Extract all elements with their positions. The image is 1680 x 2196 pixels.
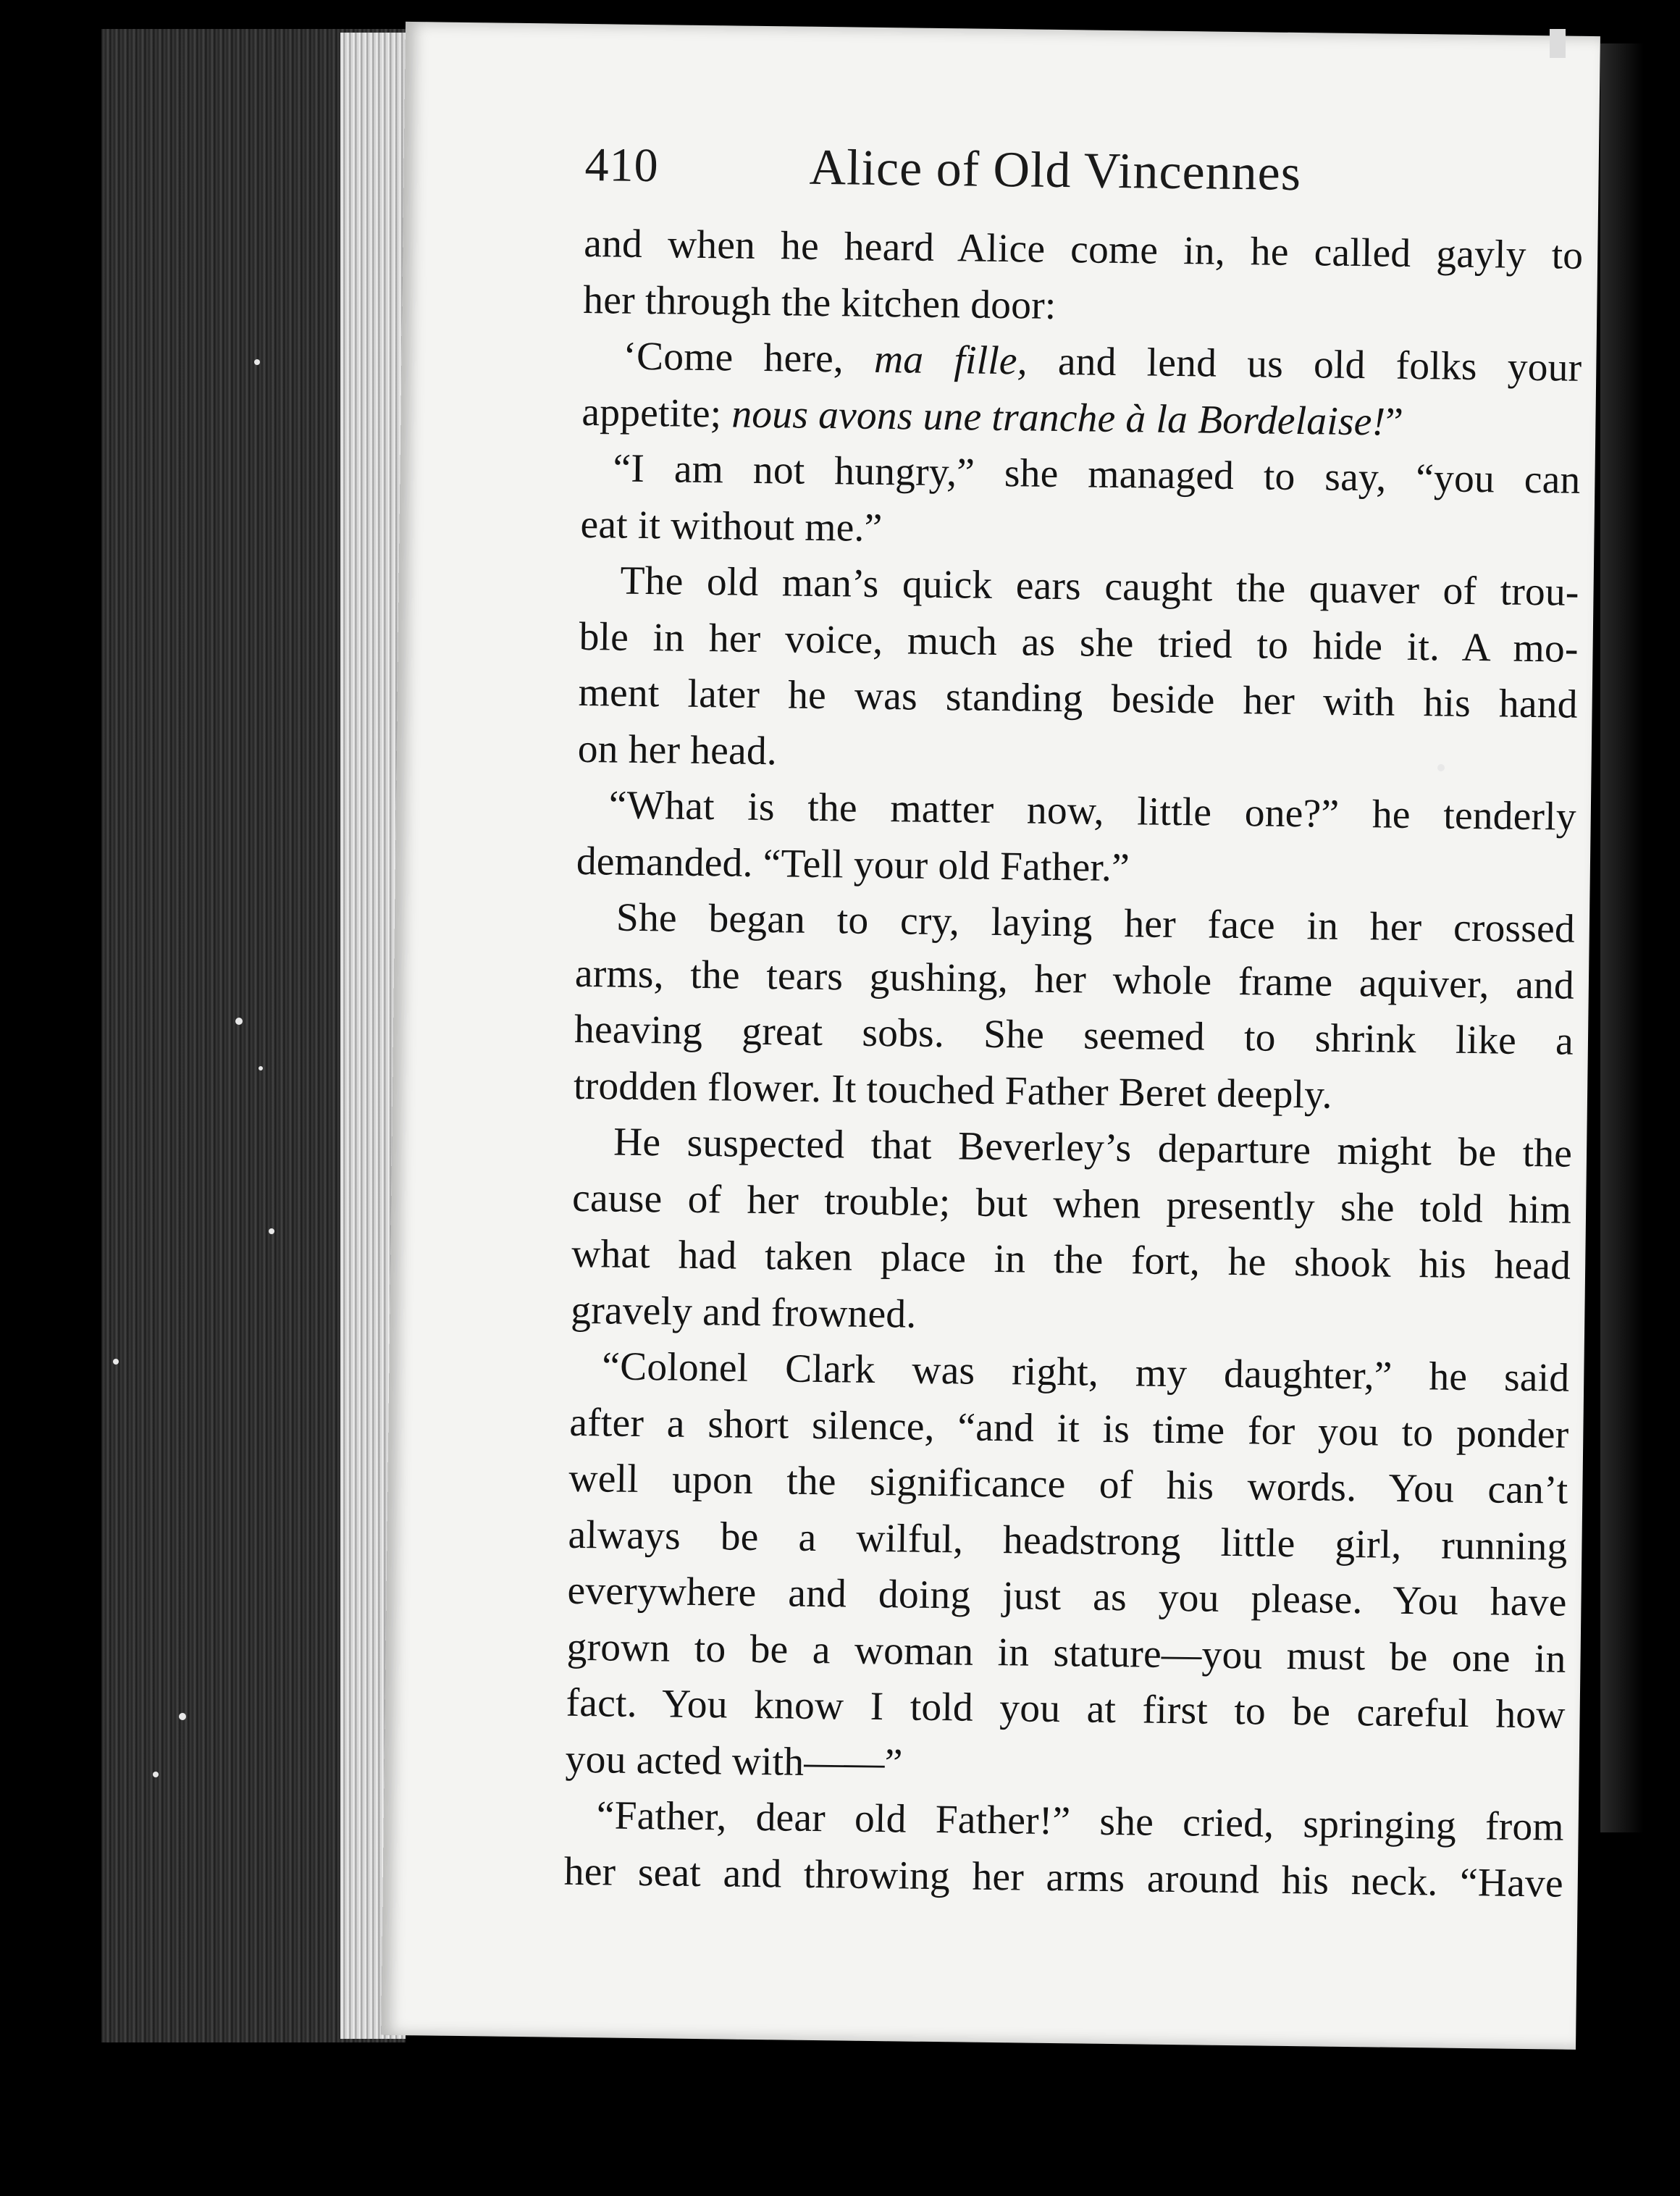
text-segment: heaving great sobs. She seemed to shrink like a	[574, 1007, 1574, 1064]
book-title: Alice of Old Vincennes	[809, 139, 1302, 202]
text-segment: arms, the tears gushing, her whole frame aquiver, and	[574, 951, 1575, 1008]
text-line	[563, 1843, 1563, 1911]
book-page	[381, 22, 1600, 2050]
text-segment: grown to be a woman in stature—you must be one in	[566, 1625, 1566, 1682]
body-text	[563, 216, 1583, 1912]
text-segment: cause of her trouble; but when presently she told him	[571, 1175, 1572, 1233]
text-segment: demanded. “Tell your old Father.”	[576, 839, 1130, 890]
text-segment: her through the kitchen door:	[583, 277, 1057, 328]
text-segment: He suspected that Beverley’s departure might be the	[613, 1120, 1573, 1176]
text-segment: gravely and frowned.	[570, 1288, 917, 1337]
text-segment: what had taken place in the fort, he shook his head	[571, 1231, 1571, 1288]
text-segment: fact. You know I told you at first to be careful how	[566, 1680, 1566, 1738]
text-segment: “I am not hungry,” she managed to say, “you can	[613, 446, 1581, 503]
text-segment: “Colonel Clark was right, my daughter,” he said	[602, 1344, 1570, 1401]
text-segment: She began to cry, laying her face in her crossed	[616, 895, 1576, 952]
text-segment: always be a wilful, headstrong little girl, running	[568, 1512, 1568, 1570]
text-segment: eat it without me.”	[580, 502, 883, 550]
text-segment: ‘Come here,	[623, 334, 875, 382]
text-segment: you acted with——”	[565, 1737, 903, 1785]
text-segment: appetite;	[581, 390, 732, 436]
binding-shadow	[1600, 43, 1644, 1832]
text-segment: her seat and throwing her arms around his neck. “Have	[563, 1849, 1564, 1906]
text-segment: and lend us old folks your	[1027, 339, 1582, 390]
text-segment: “Father, dear old Father!” she cried, springing from	[596, 1793, 1565, 1850]
text-segment: ”	[1385, 399, 1404, 445]
text-segment: and when he heard Alice come in, he called gayly to	[583, 221, 1584, 278]
text-segment: well upon the significance of his words. You can’t	[568, 1456, 1568, 1513]
text-segment: “What is the matter now, little one?” he tenderly	[608, 783, 1577, 839]
text-segment: trodden flower. It touched Father Beret deeply.	[573, 1063, 1333, 1118]
running-head	[584, 125, 1469, 216]
text-segment: after a short silence, “and it is time for you to ponder	[569, 1400, 1569, 1457]
text-segment: everywhere and doing just as you please. You have	[567, 1568, 1567, 1625]
italic-text: ma fille,	[873, 337, 1028, 384]
page-number: 410	[584, 138, 660, 193]
text-segment: ment later he was standing beside her with his hand	[578, 670, 1579, 727]
text-segment: The old man’s quick ears caught the quaver of trou-	[620, 558, 1579, 615]
italic-text: nous avons une tranche à la Bordelaise!	[731, 391, 1386, 444]
text-segment: ble in her voice, much as she tried to hide it. A mo-	[579, 614, 1579, 671]
text-segment: on her head.	[577, 726, 778, 774]
